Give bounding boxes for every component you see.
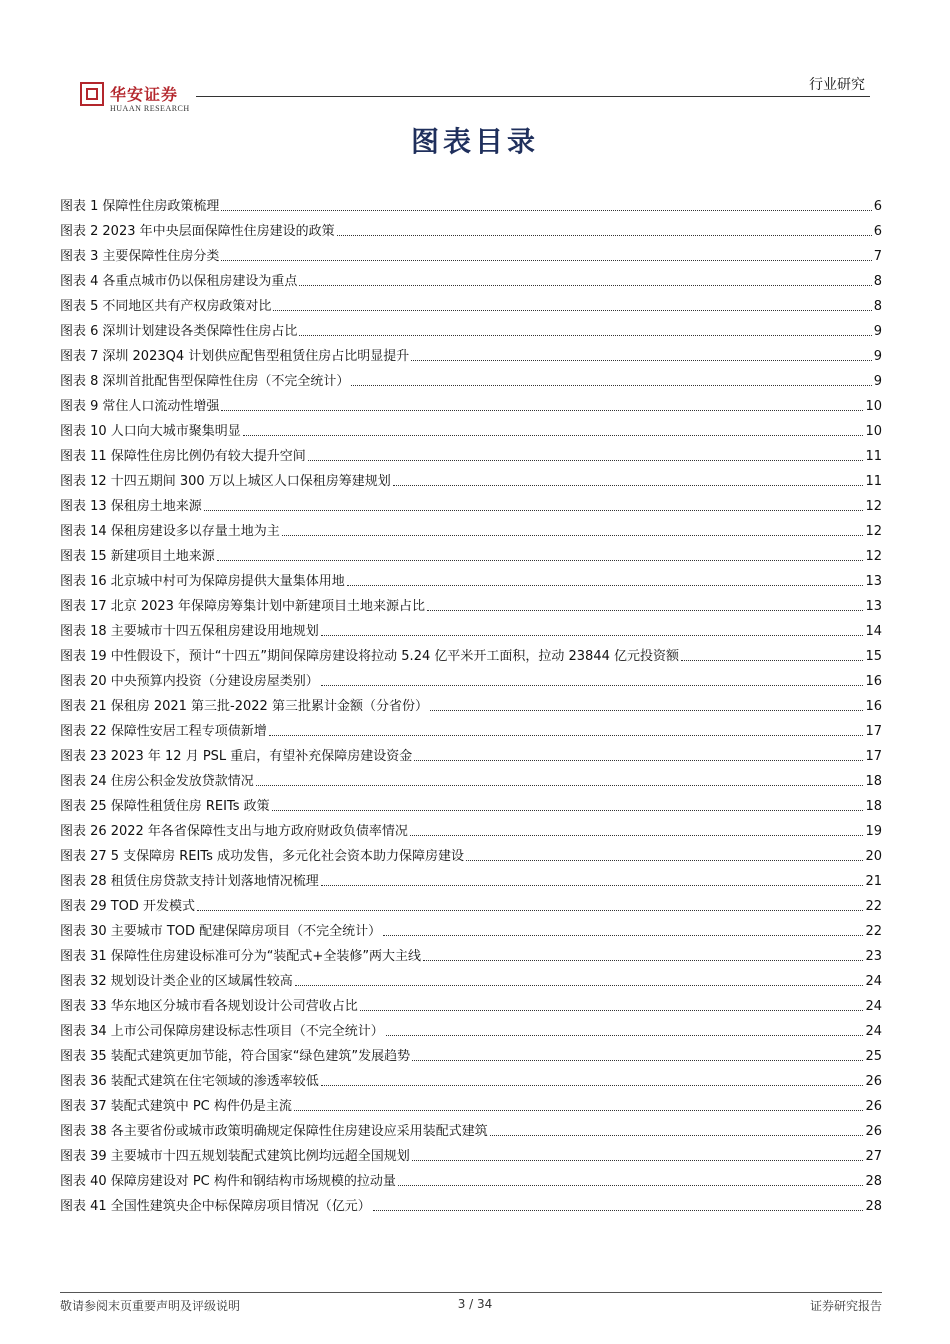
toc-entry[interactable] (60, 1040, 882, 1065)
toc-entry[interactable] (60, 290, 882, 315)
toc-entry-page: 9 (873, 374, 882, 389)
toc-dot-leader (282, 535, 864, 536)
toc-entry[interactable] (60, 715, 882, 740)
toc-entry-page: 25 (865, 1049, 882, 1064)
toc-entry-number: 图表 33 (60, 999, 107, 1014)
toc-entry-title: 各主要省份或城市政策明确规定保障性住房建设应采用装配式建筑 (110, 1124, 488, 1139)
toc-entry-title: 装配式建筑更加节能，符合国家“绿色建筑”发展趋势 (110, 1049, 411, 1064)
toc-entry-label (60, 224, 335, 240)
toc-entry-page: 11 (865, 449, 882, 464)
toc-entry-number: 图表 21 (60, 699, 107, 714)
toc-entry-page: 16 (865, 699, 882, 714)
toc-entry-title: 保障房建设对 PC 构件和钢结构市场规模的拉动量 (110, 1174, 396, 1189)
toc-entry[interactable] (60, 240, 882, 265)
toc-dot-leader (321, 685, 864, 686)
toc-entry-title: 主要城市十四五规划装配式建筑比例均远超全国规划 (110, 1149, 410, 1164)
toc-entry[interactable] (60, 640, 882, 665)
toc-entry-label (60, 424, 241, 440)
toc-entry-number: 图表 34 (60, 1024, 107, 1039)
toc-entry[interactable] (60, 440, 882, 465)
toc-entry-label (60, 1099, 292, 1115)
toc-entry-number: 图表 6 (60, 324, 99, 339)
toc-entry-title: 2022 年各省保障性支出与地方政府财政负债率情况 (110, 824, 408, 839)
toc-dot-leader (398, 1185, 864, 1186)
toc-entry-title: 住房公积金发放贷款情况 (110, 774, 254, 789)
toc-entry-page: 14 (865, 624, 882, 639)
toc-entry[interactable] (60, 265, 882, 290)
toc-entry[interactable] (60, 340, 882, 365)
toc-entry-label (60, 1049, 410, 1065)
toc-entry-label (60, 999, 358, 1015)
company-logo (80, 82, 200, 122)
toc-entry-page: 20 (865, 849, 882, 864)
toc-dot-leader (308, 460, 864, 461)
toc-entry-title: TOD 开发模式 (110, 899, 196, 914)
page-title: 图表目录 (410, 125, 539, 158)
header-divider (196, 96, 870, 97)
toc-entry-label (60, 924, 381, 940)
toc-entry[interactable] (60, 815, 882, 840)
toc-entry-number: 图表 19 (60, 649, 107, 664)
page-number: 3 / 34 (457, 1297, 493, 1311)
toc-entry-number: 图表 23 (60, 749, 107, 764)
toc-dot-leader (386, 1035, 864, 1036)
toc-entry-label (60, 199, 219, 215)
toc-entry[interactable] (60, 590, 882, 615)
toc-entry-page: 15 (865, 649, 882, 664)
toc-entry-page: 7 (873, 249, 882, 264)
toc-entry-page: 26 (865, 1124, 882, 1139)
toc-dot-leader (221, 410, 863, 411)
toc-entry-page: 13 (865, 599, 882, 614)
toc-dot-leader (204, 510, 864, 511)
toc-entry-label (60, 1074, 319, 1090)
toc-dot-leader (269, 735, 864, 736)
toc-entry-page: 9 (873, 349, 882, 364)
toc-entry-title: 保障性住房政策梳理 (102, 199, 220, 214)
toc-entry[interactable] (60, 840, 882, 865)
toc-entry-title: 深圳计划建设各类保障性住房占比 (102, 324, 298, 339)
toc-entry-title: 保租房建设多以存量土地为主 (110, 524, 280, 539)
toc-entry[interactable] (60, 665, 882, 690)
toc-entry[interactable] (60, 1065, 882, 1090)
toc-entry[interactable] (60, 1090, 882, 1115)
toc-entry[interactable] (60, 690, 882, 715)
toc-entry-label (60, 574, 345, 590)
toc-entry-page: 19 (865, 824, 882, 839)
toc-entry-title: 上市公司保障房建设标志性项目（不完全统计） (110, 1024, 384, 1039)
toc-entry-number: 图表 12 (60, 474, 107, 489)
footer-report-type: 证券研究报告 (809, 1299, 882, 1313)
toc-dot-leader (197, 910, 863, 911)
toc-dot-leader (411, 360, 871, 361)
toc-entry-page: 6 (873, 224, 882, 239)
toc-entry-number: 图表 22 (60, 724, 107, 739)
toc-dot-leader (273, 310, 871, 311)
toc-entry-title: 主要保障性住房分类 (102, 249, 220, 264)
section-label: 行业研究 (809, 77, 865, 93)
toc-entry-page: 24 (865, 1024, 882, 1039)
toc-entry[interactable] (60, 540, 882, 565)
toc-entry-page: 10 (865, 424, 882, 439)
toc-entry[interactable] (60, 1115, 882, 1140)
toc-entry-number: 图表 39 (60, 1149, 107, 1164)
toc-entry[interactable] (60, 1015, 882, 1040)
toc-entry[interactable] (60, 1140, 882, 1165)
toc-entry-number: 图表 31 (60, 949, 107, 964)
toc-dot-leader (427, 610, 863, 611)
toc-entry[interactable] (60, 465, 882, 490)
toc-entry-label (60, 824, 408, 840)
toc-entry[interactable] (60, 415, 882, 440)
toc-entry-title: 中央预算内投资（分建设房屋类别） (110, 674, 319, 689)
toc-entry-page: 22 (865, 924, 882, 939)
toc-entry-page: 18 (865, 799, 882, 814)
toc-entry[interactable] (60, 365, 882, 390)
toc-entry-label (60, 1024, 384, 1040)
toc-entry-label (60, 1124, 488, 1140)
toc-entry-page: 12 (865, 499, 882, 514)
toc-entry-title: 装配式建筑中 PC 构件仍是主流 (110, 1099, 292, 1114)
toc-dot-leader (351, 385, 871, 386)
toc-entry-title: 保租房土地来源 (110, 499, 202, 514)
toc-entry-page: 12 (865, 524, 882, 539)
toc-entry-title: 北京城中村可为保障房提供大量集体用地 (110, 574, 345, 589)
toc-dot-leader (295, 985, 864, 986)
toc-entry-number: 图表 13 (60, 499, 107, 514)
toc-entry-page: 16 (865, 674, 882, 689)
toc-entry-number: 图表 35 (60, 1049, 107, 1064)
toc-entry-label (60, 474, 391, 490)
toc-dot-leader (423, 960, 863, 961)
toc-entry-title: 华东地区分城市看各规划设计公司营收占比 (110, 999, 358, 1014)
toc-entry[interactable] (60, 915, 882, 940)
toc-entry-label (60, 699, 428, 715)
logo-chinese-name: 华安证券 (110, 85, 179, 104)
toc-entry-title: 常住人口流动性增强 (102, 399, 220, 414)
toc-entry-page: 23 (865, 949, 882, 964)
toc-entry-title: 全国性建筑央企中标保障房项目情况（亿元） (110, 1199, 371, 1214)
toc-dot-leader (360, 1010, 864, 1011)
toc-entry[interactable] (60, 990, 882, 1015)
toc-list (60, 190, 882, 1215)
toc-dot-leader (217, 560, 864, 561)
toc-dot-leader (299, 285, 871, 286)
toc-entry-title: 2023 年 12 月 PSL 重启，有望补充保障房建设资金 (110, 749, 413, 764)
toc-entry-label (60, 674, 319, 690)
toc-entry-number: 图表 3 (60, 249, 99, 264)
toc-entry-number: 图表 4 (60, 274, 99, 289)
toc-entry[interactable] (60, 390, 882, 415)
toc-entry-page: 24 (865, 974, 882, 989)
toc-entry[interactable] (60, 865, 882, 890)
toc-entry-title: 人口向大城市聚集明显 (110, 424, 241, 439)
toc-entry-number: 图表 28 (60, 874, 107, 889)
toc-entry-number: 图表 1 (60, 199, 99, 214)
toc-entry-title: 保障性安居工程专项债新增 (110, 724, 267, 739)
toc-entry-page: 26 (865, 1074, 882, 1089)
toc-entry-number: 图表 14 (60, 524, 107, 539)
toc-entry[interactable] (60, 740, 882, 765)
toc-entry-number: 图表 10 (60, 424, 107, 439)
seal-icon (80, 82, 104, 106)
toc-entry-number: 图表 30 (60, 924, 107, 939)
toc-entry-label (60, 599, 425, 615)
toc-dot-leader (294, 1110, 864, 1111)
toc-entry-label (60, 949, 421, 965)
toc-entry-label (60, 649, 679, 665)
toc-entry-title: 北京 2023 年保障房筹集计划中新建项目土地来源占比 (110, 599, 426, 614)
toc-entry[interactable] (60, 1190, 882, 1215)
logo-english-name: HUAAN RESEARCH (110, 104, 190, 113)
toc-entry-number: 图表 16 (60, 574, 107, 589)
toc-entry-page: 9 (873, 324, 882, 339)
toc-dot-leader (410, 835, 864, 836)
toc-entry-number: 图表 5 (60, 299, 99, 314)
toc-dot-leader (412, 1060, 863, 1061)
toc-entry-page: 17 (865, 749, 882, 764)
toc-entry-title: 保障性住房比例仍有较大提升空间 (110, 449, 306, 464)
toc-entry[interactable] (60, 615, 882, 640)
toc-entry-page: 12 (865, 549, 882, 564)
toc-entry-label (60, 349, 409, 365)
toc-entry-label (60, 324, 297, 340)
toc-dot-leader (383, 935, 863, 936)
toc-entry-number: 图表 24 (60, 774, 107, 789)
toc-entry-label (60, 749, 412, 765)
toc-entry-page: 10 (865, 399, 882, 414)
toc-entry-title: 不同地区共有产权房政策对比 (102, 299, 272, 314)
toc-entry-number: 图表 2 (60, 224, 99, 239)
toc-entry-label (60, 774, 254, 790)
toc-entry[interactable] (60, 515, 882, 540)
toc-entry-title: 保租房 2021 第三批-2022 第三批累计金额（分省份） (110, 699, 428, 714)
toc-entry-title: 2023 年中央层面保障性住房建设的政策 (102, 224, 335, 239)
toc-entry-title: 十四五期间 300 万以上城区人口保租房筹建规划 (110, 474, 391, 489)
toc-entry-page: 24 (865, 999, 882, 1014)
toc-dot-leader (412, 1160, 864, 1161)
toc-entry[interactable] (60, 215, 882, 240)
toc-entry[interactable] (60, 315, 882, 340)
toc-entry-label (60, 874, 319, 890)
toc-dot-leader (430, 710, 864, 711)
toc-dot-leader (256, 785, 864, 786)
toc-entry-title: 新建项目土地来源 (110, 549, 215, 564)
toc-entry-number: 图表 18 (60, 624, 107, 639)
toc-entry[interactable] (60, 1165, 882, 1190)
toc-entry-label (60, 974, 293, 990)
toc-entry-page: 22 (865, 899, 882, 914)
toc-entry[interactable] (60, 565, 882, 590)
toc-entry-label (60, 399, 219, 415)
toc-entry-number: 图表 36 (60, 1074, 107, 1089)
toc-dot-leader (272, 810, 864, 811)
toc-entry[interactable] (60, 940, 882, 965)
toc-entry-page: 18 (865, 774, 882, 789)
toc-dot-leader (681, 660, 863, 661)
toc-entry-page: 11 (865, 474, 882, 489)
toc-entry-title: 深圳首批配售型保障性住房（不完全统计） (102, 374, 350, 389)
toc-entry[interactable] (60, 490, 882, 515)
toc-entry-label (60, 299, 271, 315)
toc-entry-number: 图表 40 (60, 1174, 107, 1189)
footer-disclaimer: 敬请参阅末页重要声明及评级说明 (60, 1299, 241, 1313)
toc-entry-title: 规划设计类企业的区域属性较高 (110, 974, 293, 989)
toc-dot-leader (337, 235, 872, 236)
toc-entry-label (60, 724, 267, 740)
toc-dot-leader (466, 860, 863, 861)
toc-entry-number: 图表 8 (60, 374, 99, 389)
toc-entry-number: 图表 20 (60, 674, 107, 689)
toc-dot-leader (321, 885, 864, 886)
toc-dot-leader (243, 435, 864, 436)
toc-entry-page: 17 (865, 724, 882, 739)
toc-entry-label (60, 374, 349, 390)
toc-entry-title: 中性假设下，预计“十四五”期间保障房建设将拉动 5.24 亿平米开工面积，拉动 23844 亿元投资额 (110, 649, 679, 664)
toc-entry-label (60, 1174, 396, 1190)
toc-entry-label (60, 1149, 410, 1165)
toc-dot-leader (347, 585, 864, 586)
toc-entry-label (60, 524, 280, 540)
toc-entry-page: 8 (873, 274, 882, 289)
toc-entry-label (60, 799, 270, 815)
toc-entry-title: 装配式建筑在住宅领域的渗透率较低 (110, 1074, 319, 1089)
toc-entry[interactable] (60, 890, 882, 915)
toc-entry-title: 保障性住房建设标准可分为“装配式+全装修”两大主线 (110, 949, 422, 964)
toc-entry-label (60, 449, 306, 465)
toc-entry-label (60, 499, 202, 515)
toc-dot-leader (373, 1210, 864, 1211)
toc-dot-leader (299, 335, 871, 336)
toc-entry-title: 深圳 2023Q4 计划供应配售型租赁住房占比明显提升 (102, 349, 410, 364)
toc-entry-number: 图表 25 (60, 799, 107, 814)
toc-entry-label (60, 249, 219, 265)
toc-entry-title: 5 支保障房 REITs 成功发售，多元化社会资本助力保障房建设 (110, 849, 464, 864)
toc-entry-label (60, 624, 319, 640)
toc-entry-number: 图表 37 (60, 1099, 107, 1114)
toc-entry-title: 保障性租赁住房 REITs 政策 (110, 799, 270, 814)
toc-entry-number: 图表 11 (60, 449, 107, 464)
toc-dot-leader (221, 260, 871, 261)
toc-entry-label (60, 899, 195, 915)
toc-entry-number: 图表 7 (60, 349, 99, 364)
toc-entry-page: 13 (865, 574, 882, 589)
toc-entry-page: 21 (865, 874, 882, 889)
toc-entry-title: 主要城市十四五保租房建设用地规划 (110, 624, 319, 639)
toc-entry-page: 28 (865, 1199, 882, 1214)
toc-entry-page: 26 (865, 1099, 882, 1114)
toc-entry-number: 图表 38 (60, 1124, 107, 1139)
toc-dot-leader (321, 1085, 864, 1086)
toc-dot-leader (393, 485, 864, 486)
footer-divider (60, 1292, 882, 1293)
toc-entry-label (60, 1199, 371, 1215)
toc-entry-number: 图表 26 (60, 824, 107, 839)
toc-entry-label (60, 274, 297, 290)
toc-entry-page: 27 (865, 1149, 882, 1164)
toc-entry-title: 各重点城市仍以保租房建设为重点 (102, 274, 298, 289)
toc-entry[interactable] (60, 965, 882, 990)
toc-entry-page: 6 (873, 199, 882, 214)
toc-entry[interactable] (60, 765, 882, 790)
toc-dot-leader (490, 1135, 864, 1136)
toc-dot-leader (321, 635, 864, 636)
toc-entry[interactable] (60, 790, 882, 815)
toc-dot-leader (414, 760, 863, 761)
toc-entry-number: 图表 32 (60, 974, 107, 989)
toc-entry-number: 图表 17 (60, 599, 107, 614)
toc-entry-number: 图表 15 (60, 549, 107, 564)
toc-entry-number: 图表 9 (60, 399, 99, 414)
toc-entry-label (60, 849, 464, 865)
toc-entry-label (60, 549, 215, 565)
toc-entry-page: 28 (865, 1174, 882, 1189)
toc-entry-number: 图表 27 (60, 849, 107, 864)
toc-dot-leader (221, 210, 871, 211)
toc-entry-page: 8 (873, 299, 882, 314)
toc-entry-number: 图表 29 (60, 899, 107, 914)
toc-entry-number: 图表 41 (60, 1199, 107, 1214)
toc-entry-title: 租赁住房贷款支持计划落地情况梳理 (110, 874, 319, 889)
toc-entry-title: 主要城市 TOD 配建保障房项目（不完全统计） (110, 924, 382, 939)
toc-entry[interactable] (60, 190, 882, 215)
